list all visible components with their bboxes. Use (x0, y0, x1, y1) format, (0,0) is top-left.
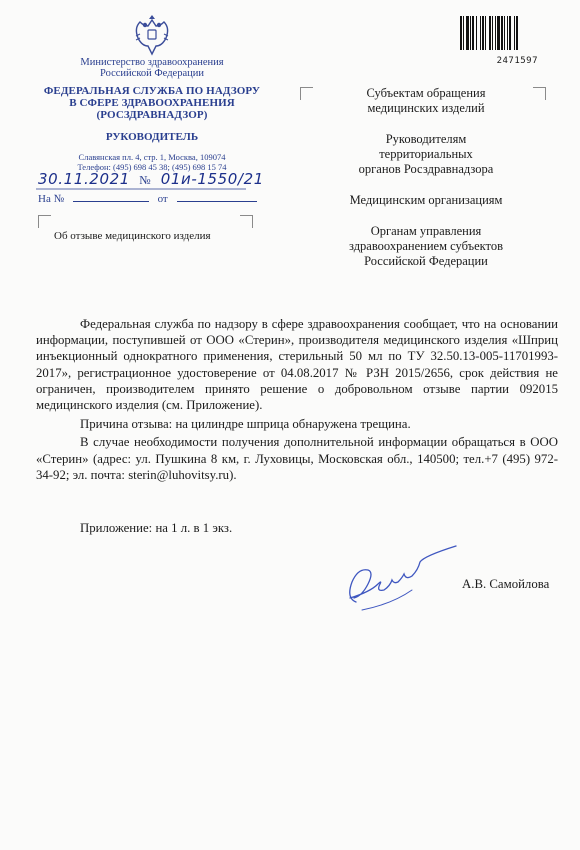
ot-label: от (157, 193, 168, 205)
recipients-corner-left (300, 87, 313, 100)
reference-row (38, 193, 257, 205)
recipient-2: Руководителям территориальных органов Росздравнадзора (358, 132, 494, 176)
subject-line: Об отзыве медицинского изделия (54, 230, 211, 242)
registration-date-number (38, 170, 264, 188)
date-underline (36, 188, 246, 190)
recipient-3: Медицинским организациям (349, 193, 503, 207)
ministry-name: Министерство здравоохранения Российской Федерации (80, 57, 224, 79)
address: Славянская пл. 4, стр. 1, Москва, 109074 Телефон: (495) 698 45 38; (495) 698 15 74 (77, 152, 227, 172)
head-title: РУКОВОДИТЕЛЬ (105, 131, 199, 143)
body-paragraph-3: В случае необходимости получения дополнительной информации обращаться в ООО «Стерин» (адрес: ул. Пушкина 8 км, г. Луховицы, Московская обл., 140500; тел.+7 (495) 972-34-92; эл. почта: sterin@luhovitsy.ru). (36, 435, 558, 482)
letterhead (22, 12, 282, 172)
subject-corner-left (38, 215, 51, 228)
registration-number: 01и-1550/21 (160, 170, 264, 188)
subject-corner-right (240, 215, 253, 228)
letter-body (36, 316, 558, 483)
barcode-icon (460, 16, 538, 52)
barcode-number: 2471597 (496, 56, 538, 66)
registration-date: 30.11.2021 (38, 170, 130, 188)
coat-of-arms-icon (132, 12, 172, 56)
attachment-line: Приложение: на 1 л. в 1 экз. (80, 521, 233, 535)
na-label: На № (38, 193, 65, 205)
signer-name: А.В. Самойлова (462, 577, 550, 591)
barcode (460, 16, 538, 66)
recipients-corner-right (533, 87, 546, 100)
number-sign: № (139, 173, 152, 187)
body-paragraph-2: Причина отзыва: на цилиндре шприца обнаружена трещина. (80, 417, 411, 432)
recipient-1: Субъектам обращения медицинских изделий (366, 86, 486, 115)
recipients-block (328, 86, 524, 285)
signature-icon (322, 540, 462, 620)
body-paragraph-1: Федеральная служба по надзору в сфере здравоохранения сообщает, что на основании информации, поступившей от ООО «Стерин», производителя медицинского изделия «Шприц инъекционный однократного применения, стерильный 50 мл по ТУ 32.50.13-005-11701993-2017», регистрационное удостоверение от 04.08.2017 № РЗН 2015/2656, срок действия не ограничен, производителем принято решение о добровольном отзыве партии 092015 медицинского изделия (см. Приложение). (36, 317, 558, 413)
recipient-4: Органам управления здравоохранением субъектов Российской Федерации (348, 224, 503, 268)
agency-name: ФЕДЕРАЛЬНАЯ СЛУЖБА ПО НАДЗОРУ В СФЕРЕ ЗДРАВООХРАНЕНИЯ (РОСЗДРАВНАДЗОР) (43, 85, 261, 121)
